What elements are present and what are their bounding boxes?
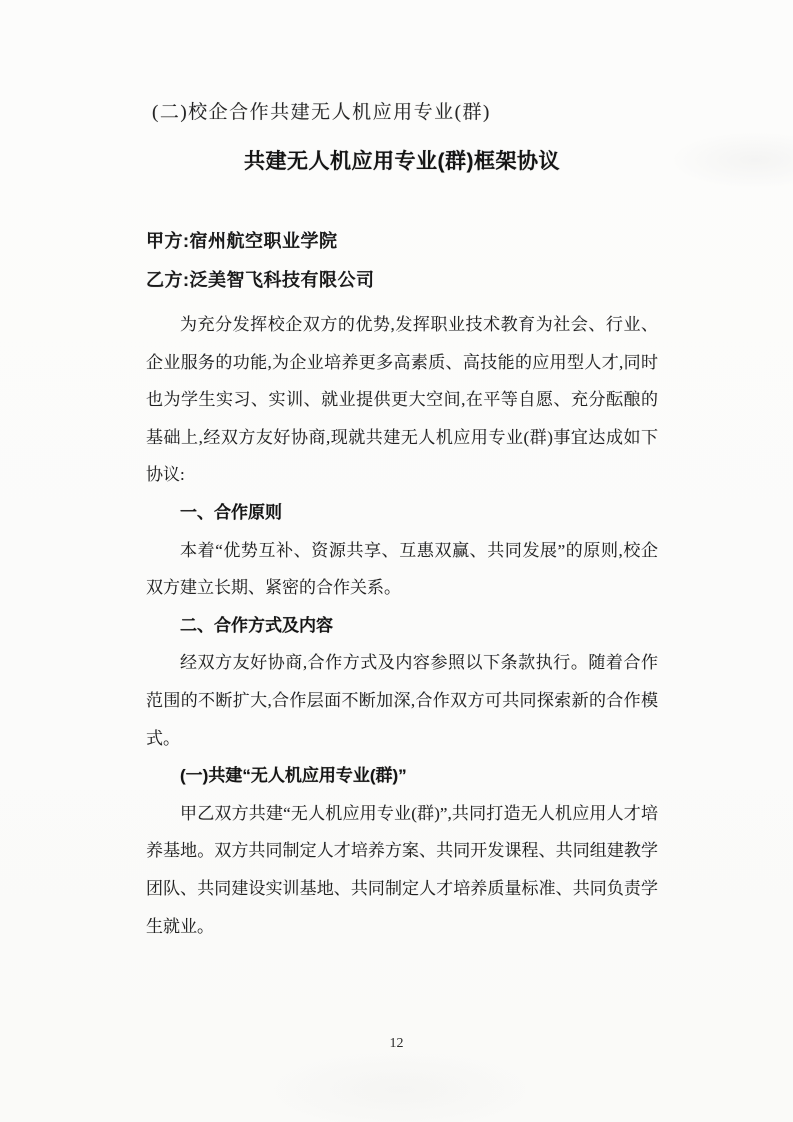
parties-block — [146, 222, 658, 300]
document-title: 共建无人机应用专业(群)框架协议 — [244, 150, 560, 173]
document-content — [146, 0, 658, 945]
party-b-line — [146, 261, 658, 300]
section-heading-1: 一、合作原则 — [180, 502, 282, 522]
paragraph-principles: 本着“优势互补、资源共享、互惠双赢、共同发展”的原则,校企双方建立长期、紧密的合作关系。 — [146, 540, 658, 598]
party-b-label: 乙方: — [146, 270, 190, 290]
section-heading-2: 二、合作方式及内容 — [180, 615, 333, 635]
subsection-heading-1: (一)共建“无人机应用专业(群)” — [180, 766, 407, 786]
party-a-label: 甲方: — [146, 231, 190, 251]
party-a-line — [146, 222, 658, 261]
paragraph-methods: 经双方友好协商,合作方式及内容参照以下条款执行。随着合作范围的不断扩大,合作层面不断加深,合作双方可共同探索新的合作模式。 — [146, 653, 658, 748]
paragraph-joint-major: 甲乙双方共建“无人机应用专业(群)”,共同打造无人机应用人才培养基地。双方共同制定人才培养方案、共同开发课程、共同组建教学团队、共同建设实训基地、共同制定人才培养质量标准、共同负责学生就业。 — [146, 803, 658, 936]
party-a-name: 宿州航空职业学院 — [189, 231, 338, 251]
party-b-name: 泛美智飞科技有限公司 — [189, 270, 375, 290]
page-number: 12 — [389, 1036, 404, 1051]
paragraph-preamble: 为充分发挥校企双方的优势,发挥职业技术教育为社会、行业、企业服务的功能,为企业培养更多高素质、高技能的应用型人才,同时也为学生实习、实训、就业提供更大空间,在平等自愿、充分酝酿的基础上,经双方友好协商,现就共建无人机应用专业(群)事宜达成如下协议: — [146, 315, 658, 485]
section-label: (二)校企合作共建无人机应用专业(群) — [152, 102, 491, 123]
